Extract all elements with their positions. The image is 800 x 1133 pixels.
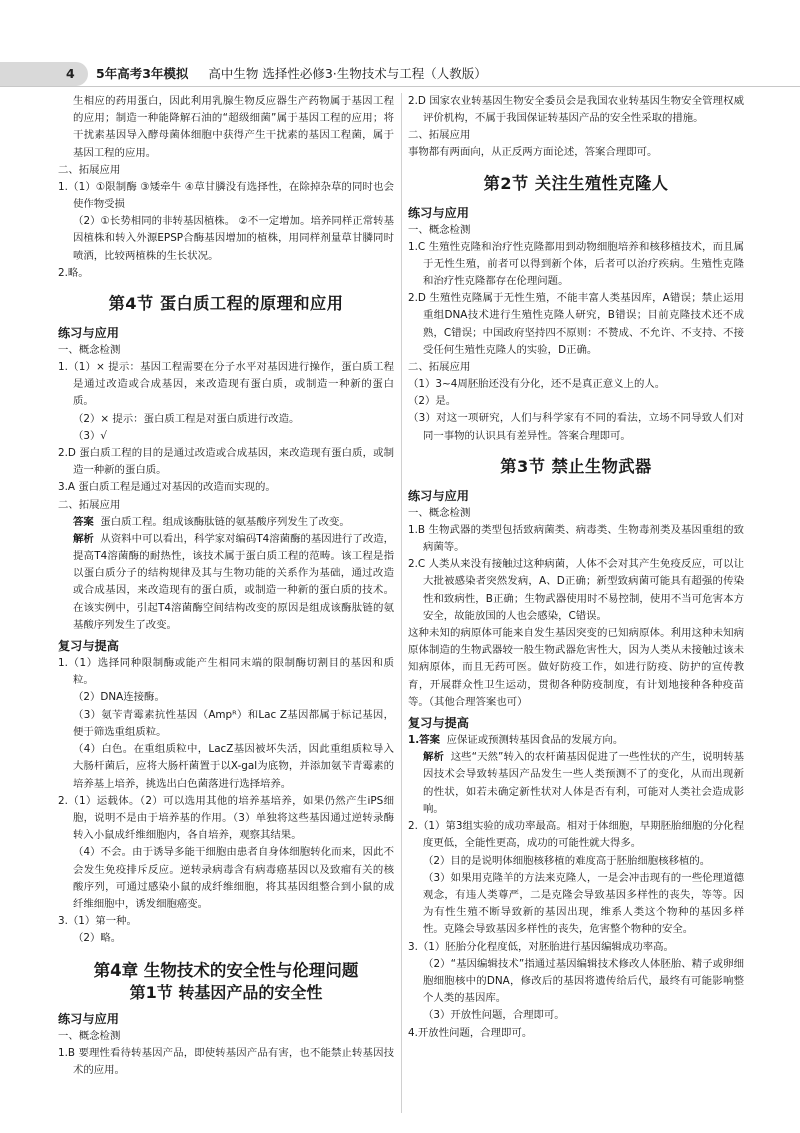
subsection-heading: 练习与应用	[408, 205, 469, 220]
subsection-heading: 练习与应用	[58, 326, 119, 341]
series-name: 5年高考3年模拟	[96, 66, 189, 81]
answer-item: 1.B 要理性看待转基因产品，即使转基因产品有害，也不能禁止转基因技术的应用。	[58, 1046, 394, 1076]
category-label: 二、拓展应用	[58, 498, 121, 511]
right-column	[408, 93, 744, 1133]
subsection-heading: 练习与应用	[408, 488, 469, 503]
answer-item: （4）不会。由于诱导多能干细胞由患者自身体细胞转化而来，因此不会发生免疫排斥反应。逆转录病毒含有病毒癌基因以及致瘤有关的核酸序列，可通过感染小鼠的成纤维细胞，将其基因组整合到小鼠的成纤维细胞中，诱发细胞癌变。	[73, 846, 394, 910]
answer-item: 2.D 国家农业转基因生物安全委员会是我国农业转基因生物安全管理权威评价机构，不属于我国保证转基因产品的安全性采取的措施。	[408, 95, 744, 125]
answer-item: 2.（1）运载体。（2）可以选用其他的培养基培养，如果仍然产生iPS细胞，说明不是由于培养基的作用。（3）单独将这些基因通过逆转录酶转入小鼠成纤维细胞内，各自培养，观察其结果。	[58, 794, 394, 842]
category-label: 一、概念检测	[408, 223, 471, 236]
answer-item: （2）略。	[73, 932, 122, 945]
answer-item: 1.C 生殖性克隆和治疗性克隆都用到动物细胞培养和核移植技术，而且属于无性生殖，前者可以得到新个体，后者可以治疗疾病。生殖性克隆和治疗性克隆都存在伦理问题。	[408, 240, 744, 288]
page-header	[0, 62, 800, 86]
column-divider	[401, 93, 402, 1113]
answer-item: （3）√	[73, 429, 108, 442]
subsection-heading: 复习与提高	[58, 639, 119, 654]
answer-item: 4.开放性问题，合理即可。	[408, 1026, 533, 1039]
answer-item: 1.B 生物武器的类型包括致病菌类、病毒类、生物毒剂类及基因重组的致病菌等。	[408, 523, 744, 554]
answer-item: 2.略。	[58, 266, 89, 279]
answer-item: （3）如果用克隆羊的方法来克隆人，一是会冲击现有的一些伦理道德观念，有违人类尊严，二是克隆会导致基因多样性的丧失，等等。因为有性生殖不断导致新的基因出现，维系人类这个物种的基因多样性。克隆会导致基因多样性的丧失，危害整个物种的安全。	[423, 871, 744, 936]
subsection-heading: 复习与提高	[408, 716, 469, 731]
running-title	[96, 65, 487, 82]
answer-item: （2）①长势相同的非转基因植株。 ②不一定增加。培养同样正常转基因植株和转入外源EPSP合酶基因增加的植株，用同样剂量草甘膦同时喷洒，比较两植株的生长状况。	[73, 215, 394, 262]
category-label: 一、概念检测	[408, 506, 471, 519]
answer-item: （3）对这一项研究，人们与科学家有不同的看法，立场不同导致人们对同一事物的认识具有差异性。答案合理即可。	[408, 412, 744, 442]
answer-keyword: 1.答案	[408, 734, 440, 747]
explanation-block	[58, 531, 394, 634]
section-title: 第4节 蛋白质工程的原理和应用	[108, 294, 344, 314]
answer-item: （2）是。	[408, 395, 457, 408]
answer-keyword: 答案	[73, 515, 94, 528]
answer-item: （3）开放性问题，合理即可。	[423, 1009, 565, 1022]
answer-item: 事物都有两面向，从正反两方面论述，答案合理即可。	[408, 146, 658, 159]
answer-text: 应保证或预测转基因食品的发展方向。	[446, 734, 624, 747]
answer-paragraph: 这种未知的病原体可能来自发生基因突变的已知病原体。利用这种未知病原体制造的生物武器较一般生物武器危害性大，因为人类从未接触过该未知病原体，而且无药可医。做好防疫工作，如进行防疫、防护的宣传教育，开展群众性卫生运动，贯彻各种防疫制度，有计划地接种各种疫苗等。（其他合理答案也可）	[408, 627, 744, 708]
category-label: 一、概念检测	[58, 1029, 121, 1042]
header-rule	[0, 86, 800, 87]
explanation-keyword: 解析	[423, 751, 444, 764]
answer-item: 3.（1）胚胎分化程度低，对胚胎进行基因编辑成功率高。	[408, 940, 674, 953]
answer-item: （3）氨苄青霉素抗性基因（Ampᴿ）和Lac Z基因都属于标记基因，便于筛选重组质粒。	[73, 708, 394, 738]
answer-item: （2）× 提示：蛋白质工程是对蛋白质进行改造。	[73, 412, 300, 425]
answer-item: 2.C 人类从来没有接触过这种病菌，人体不会对其产生免疫反应，可以让大批被感染者突然发病，A、D正确；新型致病菌可能具有超强的传染性和致病性，B正确；生物武器使用时不易控制，使用不当可危害本方安全，故能放国的人也会感染，C错误。	[408, 558, 744, 622]
answer-item: （2）目的是说明体细胞核移植的难度高于胚胎细胞核移植的。	[423, 854, 711, 867]
answer-item: 1.（1）①限制酶 ③矮牵牛 ④草甘膦没有选择性，在除掉杂草的同时也会使作物受损	[58, 180, 394, 211]
category-label: 二、拓展应用	[408, 361, 471, 374]
answer-item: 3.A 蛋白质工程是通过对基因的改造而实现的。	[58, 481, 276, 494]
page-number-tab	[0, 62, 88, 86]
section-title: 第1节 转基因产品的安全性	[129, 982, 323, 1002]
answer-block	[408, 732, 744, 749]
answer-item: 2.D 蛋白质工程的目的是通过改造或合成基因，来改造现有蛋白质，或制造一种新的蛋白质。	[58, 447, 394, 477]
answer-item: （4）白色。在重组质粒中，LacZ基因被坏失活，因此重组质粒导入大肠杆菌后，应将大肠杆菌置于以X-gal为底物，并添加氨苄青霉素的培养基上培养，挑选出白色菌落进行选择培养。	[73, 743, 394, 790]
explanation-block	[408, 749, 744, 818]
answer-item: 1.（1）选择同种限制酶或能产生相同末端的限制酶切割目的基因和质粒。	[58, 657, 394, 687]
answer-item: 1.（1）× 提示：基因工程需要在分子水平对基因进行操作，蛋白质工程是通过改造或合成基因，来改造现有蛋白质，或制造一种新的蛋白质。	[58, 361, 394, 408]
answer-item: 3.（1）第一种。	[58, 915, 137, 928]
explanation-text: 这些“天然”转入的农杆菌基因促进了一些性状的产生，说明转基因技术会导致转基因产品发生一些人类预测不了的变化，从而出现新的性状，如若未确定新性状对人体是否有利，可能对人类社会造成影响。	[423, 751, 744, 815]
category-label: 二、拓展应用	[58, 163, 121, 176]
answer-text: 蛋白质工程。组成该酶肽链的氨基酸序列发生了改变。	[100, 515, 350, 528]
subsection-heading: 练习与应用	[58, 1011, 119, 1026]
left-column	[58, 93, 394, 1133]
answer-item: （1）3~4周胚胎还没有分化，还不是真正意义上的人。	[408, 378, 666, 391]
chapter-title: 第4章 生物技术的安全性与伦理问题	[93, 960, 359, 980]
explanation-keyword: 解析	[73, 532, 94, 545]
answer-item: （2）DNA连接酶。	[73, 691, 165, 704]
category-label: 二、拓展应用	[408, 129, 471, 142]
answer-item: （2）“基因编辑技术”指通过基因编辑技术修改人体胚胎、精子或卵细胞细胞核中的DNA，修改后的基因将遗传给后代，最终有可能影响整个人类的基因库。	[423, 957, 744, 1005]
answer-block	[58, 514, 394, 531]
page-number: 4	[66, 66, 75, 81]
section-title: 第2节 关注生殖性克隆人	[483, 173, 669, 193]
answer-item: 2.（1）第3组实验的成功率最高。相对于体细胞，早期胚胎细胞的分化程度更低，全能性更高，成功的可能性就大得多。	[408, 820, 744, 850]
book-subtitle: 高中生物 选择性必修3·生物技术与工程（人教版）	[208, 66, 487, 81]
answer-item: 2.D 生殖性克隆属于无性生殖，不能丰富人类基因库，A错误；禁止运用重组DNA技术进行生殖性克隆人研究，B错误；目前克隆技术还不成熟，C错误；中国政府坚持四不原则：不赞成、不允许、不支持、不接受任何生殖性克隆人的实验，D正确。	[408, 292, 744, 356]
section-title: 第3节 禁止生物武器	[500, 456, 652, 476]
explanation-text: 从资料中可以看出，科学家对编码T4溶菌酶的基因进行了改造，提高T4溶菌酶的耐热性，该技术属于蛋白质工程的范畴。该工程是指以蛋白质分子的结构规律及其与生物功能的关系作为基础，通过改造或合成基因，来改造现有的蛋白质，或制造一种新的蛋白质的技术。在该实例中，引起T4溶菌酶空间结构改变的原因是组成该酶肽链的氨基酸序列发生了改变。	[73, 532, 394, 631]
category-label: 一、概念检测	[58, 344, 121, 357]
continued-paragraph: 生相应的药用蛋白，因此利用乳腺生物反应器生产药物属于基因工程的应用；制造一种能降解石油的“超级细菌”属于基因工程的应用；将干扰素基因导入酵母菌体细胞中获得产生干扰素的基因工程菌，属于基因工程的应用。	[73, 95, 394, 159]
